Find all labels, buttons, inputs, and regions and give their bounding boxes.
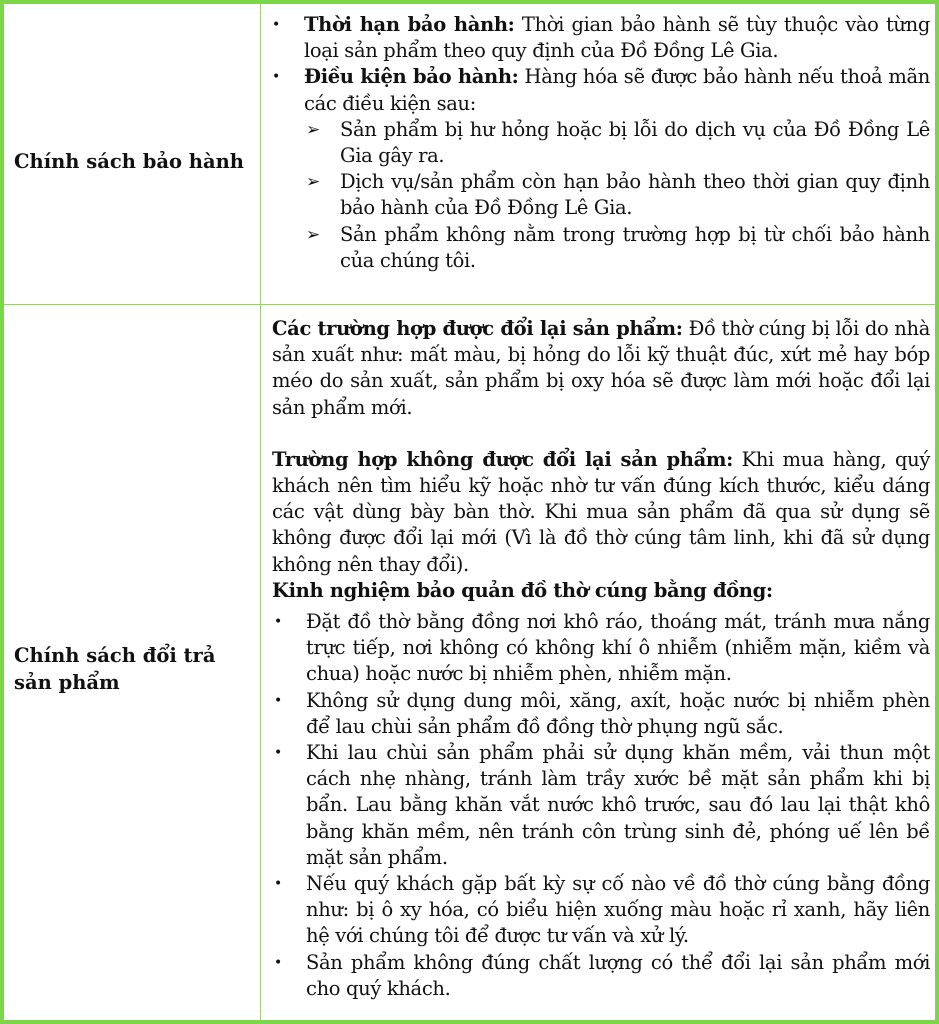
care-tip-text: Đặt đồ thờ bằng đồng nơi khô ráo, thoáng mát, tránh mưa nắng trực tiếp, nơi không có không khí ô nhiễm (nhiễm mặn, kiềm và chua) hoặc nước bị nhiễm phèn, nhiễm mặn.	[306, 610, 930, 686]
returnable-cases-text: Đồ thờ cúng bị lỗi do nhà sản xuất như: mất màu, bị hỏng do lỗi kỹ thuật đúc, xứt mẻ hay bóp méo do sản xuất, sản phẩm bị oxy hóa sẽ được làm mới hoặc đổi lại sản phẩm mới.	[272, 317, 930, 419]
bullet-icon: •	[272, 17, 280, 33]
warranty-condition-text: Hàng hóa sẽ được bảo hành nếu thoả mãn các điều kiện sau:	[304, 65, 930, 115]
bullet-icon: •	[274, 745, 282, 762]
return-policy-content	[272, 316, 930, 604]
bullet-icon: •	[274, 692, 282, 709]
condition-text: Sản phẩm bị hư hỏng hoặc bị lỗi do dịch vụ của Đồ Đồng Lê Gia gây ra.	[340, 117, 930, 168]
warranty-policy-label: Chính sách bảo hành	[14, 150, 244, 173]
bullet-icon: •	[274, 876, 282, 893]
arrow-bullet-icon: ➢	[306, 172, 320, 193]
care-tip-item	[6, 609, 930, 688]
condition-item	[272, 222, 930, 274]
warranty-condition-heading: Điều kiện bảo hành:	[304, 65, 519, 89]
warranty-policy-content	[272, 12, 930, 274]
warranty-condition-item	[272, 64, 930, 116]
returnable-cases-heading: Các trường hợp được đổi lại sản phẩm:	[272, 317, 683, 340]
non-returnable-text: Khi mua hàng, quý khách nên tìm hiểu kỹ hoặc nhờ tư vấn đúng kích thước, kiểu dáng các vật dùng bày bàn thờ. Khi mua sản phẩm đã qua sử dụng sẽ không được đổi lại mới (Vì là đồ thờ cúng tâm linh, khi đã sử dụng không nên thay đổi).	[272, 447, 930, 576]
condition-item	[272, 117, 930, 169]
non-returnable-paragraph	[272, 447, 930, 578]
warranty-term-heading: Thời hạn bảo hành:	[304, 13, 515, 36]
condition-text: Sản phẩm không nằm trong trường hợp bị từ chối bảo hành của chúng tôi.	[340, 222, 930, 272]
warranty-term-text: Thời gian bảo hành sẽ tùy thuộc vào từng loại sản phẩm theo quy định của Đồ Đồng Lê Gia.	[304, 13, 930, 63]
care-tips	[272, 609, 930, 1002]
bullet-icon: •	[272, 69, 280, 86]
condition-item	[272, 169, 930, 221]
care-tip-text: Nếu quý khách gặp bất kỳ sự cố nào về đồ thờ cúng bằng đồng như: bị ô xy hóa, có biểu hiện xuống màu hoặc rỉ xanh, hãy liên hệ với chúng tôi để được tư vấn và xử lý.	[306, 872, 930, 948]
care-tip-item	[6, 871, 930, 950]
arrow-bullet-icon: ➢	[306, 224, 320, 245]
return-policy-label: Chính sách đổi trả sản phẩm	[14, 644, 216, 694]
care-tip-item	[6, 688, 930, 740]
bullet-icon: •	[274, 614, 282, 630]
arrow-bullet-icon: ➢	[306, 119, 320, 140]
returnable-cases-paragraph	[272, 316, 930, 421]
care-tip-item	[6, 740, 930, 871]
care-tip-text: Sản phẩm không đúng chất lượng có thể đổi lại sản phẩm mới cho quý khách.	[306, 950, 930, 1000]
care-tip-text: Không sử dụng dung môi, xăng, axít, hoặc nước bị nhiễm phèn để lau chùi sản phẩm đồ đồng thờ phụng ngũ sắc.	[306, 688, 930, 738]
care-heading-text: Kinh nghiệm bảo quản đồ thờ cúng bằng đồng:	[272, 578, 773, 602]
condition-text: Dịch vụ/sản phẩm còn hạn bảo hành theo thời gian quy định bảo hành của Đồ Đồng Lê Gia.	[340, 170, 930, 220]
care-heading	[272, 578, 930, 604]
non-returnable-heading: Trường hợp không được đổi lại sản phẩm:	[272, 447, 734, 471]
row-divider	[4, 304, 935, 305]
care-tip-text: Khi lau chùi sản phẩm phải sử dụng khăn mềm, vải thun một cách nhẹ nhàng, tránh làm trầy xước bề mặt sản phẩm khi bị bẩn. Lau bằng khăn vắt nước khô trước, sau đó lau lại thật khô bằng khăn mềm, nên tránh côn trùng sinh đẻ, phóng uế lên bề mặt sản phẩm.	[306, 741, 930, 869]
care-tip-item	[6, 950, 930, 1002]
warranty-term-item	[272, 12, 930, 64]
bullet-icon: •	[274, 954, 282, 971]
